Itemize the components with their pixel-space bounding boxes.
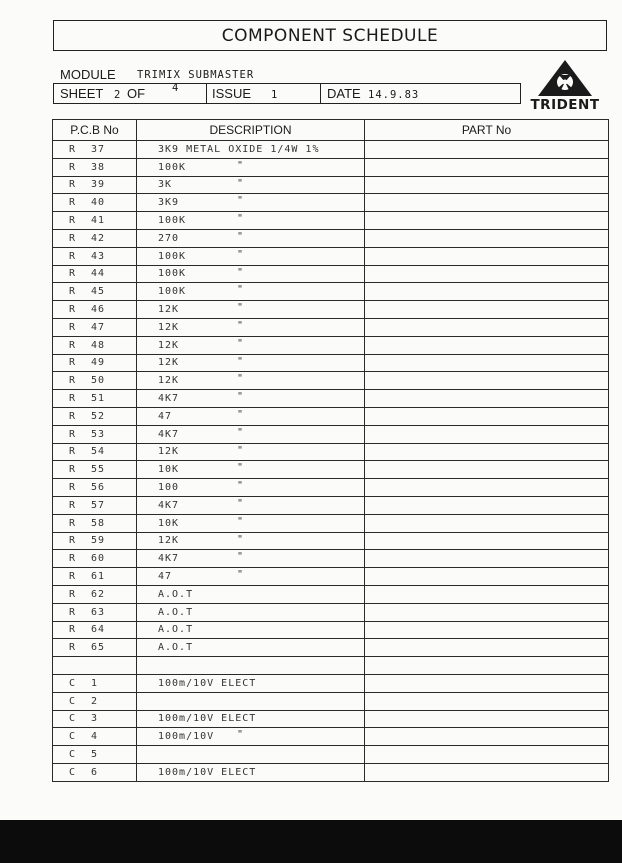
part-no-cell bbox=[365, 550, 609, 568]
component-type: R bbox=[69, 375, 77, 387]
description-cell bbox=[137, 318, 365, 336]
pcb-cell bbox=[53, 568, 137, 586]
component-number: 57 bbox=[91, 499, 106, 511]
component-number: 61 bbox=[91, 571, 106, 583]
part-no-cell bbox=[365, 603, 609, 621]
component-number: 44 bbox=[91, 268, 106, 280]
component-number: 46 bbox=[91, 304, 106, 316]
table-row bbox=[53, 247, 609, 265]
component-number: 51 bbox=[91, 393, 106, 405]
description-cell bbox=[137, 532, 365, 550]
part-no-cell bbox=[365, 746, 609, 764]
description-value: 47 bbox=[158, 571, 173, 583]
header-cell-border bbox=[53, 83, 54, 103]
ditto-mark: " bbox=[237, 391, 245, 403]
description-value: 100K bbox=[158, 286, 187, 298]
description-value: A.O.T bbox=[158, 588, 194, 600]
table-row bbox=[53, 318, 609, 336]
description-value: 3K9 bbox=[158, 197, 180, 209]
sheet-value: 2 bbox=[114, 89, 122, 101]
description-cell bbox=[137, 746, 365, 764]
pcb-cell bbox=[53, 229, 137, 247]
component-number: 4 bbox=[91, 731, 99, 743]
description-cell bbox=[137, 621, 365, 639]
component-number: 38 bbox=[91, 161, 106, 173]
description-value: 100m/10V ELECT bbox=[158, 677, 257, 689]
pcb-cell bbox=[53, 479, 137, 497]
ditto-mark: " bbox=[237, 284, 245, 296]
table-row bbox=[53, 603, 609, 621]
ditto-mark: " bbox=[237, 551, 245, 563]
component-type: R bbox=[69, 393, 77, 405]
description-value: 270 bbox=[158, 232, 180, 244]
ditto-mark: " bbox=[237, 426, 245, 438]
module-label: MODULE bbox=[60, 67, 116, 82]
component-number: 2 bbox=[91, 695, 99, 707]
header-cell-border bbox=[320, 83, 321, 103]
description-value: 4K7 bbox=[158, 499, 180, 511]
component-number: 59 bbox=[91, 535, 106, 547]
component-type: R bbox=[69, 624, 77, 636]
part-no-cell bbox=[365, 763, 609, 781]
part-no-cell bbox=[365, 265, 609, 283]
part-no-cell bbox=[365, 425, 609, 443]
pcb-cell bbox=[53, 496, 137, 514]
description-value: 47 bbox=[158, 410, 173, 422]
description-value: 4K7 bbox=[158, 428, 180, 440]
part-no-cell bbox=[365, 372, 609, 390]
part-no-cell bbox=[365, 176, 609, 194]
component-type: R bbox=[69, 588, 77, 600]
component-type: R bbox=[69, 642, 77, 654]
column-header-part-no: PART No bbox=[365, 120, 609, 141]
component-table bbox=[52, 119, 609, 782]
component-number: 47 bbox=[91, 321, 106, 333]
part-no-cell bbox=[365, 158, 609, 176]
pcb-cell bbox=[53, 692, 137, 710]
ditto-mark: " bbox=[237, 373, 245, 385]
part-no-cell bbox=[365, 212, 609, 230]
table-row bbox=[53, 728, 609, 746]
description-cell bbox=[137, 603, 365, 621]
description-value: 12K bbox=[158, 446, 180, 458]
component-type: C bbox=[69, 748, 77, 760]
description-cell bbox=[137, 158, 365, 176]
component-type: R bbox=[69, 464, 77, 476]
pcb-cell bbox=[53, 247, 137, 265]
ditto-mark: " bbox=[237, 213, 245, 225]
pcb-cell bbox=[53, 301, 137, 319]
description-value: 12K bbox=[158, 535, 180, 547]
component-type: R bbox=[69, 286, 77, 298]
ditto-mark: " bbox=[237, 533, 245, 545]
part-no-cell bbox=[365, 674, 609, 692]
component-type: R bbox=[69, 410, 77, 422]
issue-label: ISSUE bbox=[212, 86, 252, 101]
table-row bbox=[53, 532, 609, 550]
table-header-row bbox=[53, 120, 609, 141]
description-cell bbox=[137, 514, 365, 532]
table-row bbox=[53, 692, 609, 710]
pcb-cell bbox=[53, 390, 137, 408]
description-cell bbox=[137, 372, 365, 390]
part-no-cell bbox=[365, 461, 609, 479]
component-number: 3 bbox=[91, 713, 99, 725]
description-cell bbox=[137, 550, 365, 568]
ditto-mark: " bbox=[237, 319, 245, 331]
component-number: 58 bbox=[91, 517, 106, 529]
description-value: 100m/10V bbox=[158, 731, 215, 743]
description-cell bbox=[137, 336, 365, 354]
pcb-cell bbox=[53, 746, 137, 764]
description-cell bbox=[137, 496, 365, 514]
ditto-mark: " bbox=[237, 230, 245, 242]
description-cell bbox=[137, 443, 365, 461]
table-row bbox=[53, 514, 609, 532]
pcb-cell bbox=[53, 407, 137, 425]
component-type: C bbox=[69, 677, 77, 689]
description-value: 3K bbox=[158, 179, 173, 191]
table-row bbox=[53, 568, 609, 586]
description-value: 4K7 bbox=[158, 393, 180, 405]
description-cell bbox=[137, 585, 365, 603]
component-type: R bbox=[69, 143, 77, 155]
part-no-cell bbox=[365, 710, 609, 728]
component-number: 39 bbox=[91, 179, 106, 191]
ditto-mark: " bbox=[237, 497, 245, 509]
component-type: R bbox=[69, 339, 77, 351]
ditto-mark: " bbox=[237, 195, 245, 207]
description-cell bbox=[137, 390, 365, 408]
table-row bbox=[53, 158, 609, 176]
table-row bbox=[53, 461, 609, 479]
component-type: C bbox=[69, 731, 77, 743]
table-row bbox=[53, 229, 609, 247]
component-type: R bbox=[69, 553, 77, 565]
component-type: C bbox=[69, 713, 77, 725]
ditto-mark: " bbox=[237, 515, 245, 527]
description-cell bbox=[137, 265, 365, 283]
module-value: TRIMIX SUBMASTER bbox=[137, 69, 255, 81]
component-type: R bbox=[69, 250, 77, 262]
component-number: 41 bbox=[91, 215, 106, 227]
description-cell bbox=[137, 657, 365, 675]
table-row bbox=[53, 639, 609, 657]
component-number: 64 bbox=[91, 624, 106, 636]
part-no-cell bbox=[365, 639, 609, 657]
description-value: 4K7 bbox=[158, 553, 180, 565]
table-row bbox=[53, 372, 609, 390]
description-value: 100m/10V ELECT bbox=[158, 713, 257, 725]
component-number: 60 bbox=[91, 553, 106, 565]
component-type: R bbox=[69, 535, 77, 547]
table-row bbox=[53, 194, 609, 212]
component-number: 65 bbox=[91, 642, 106, 654]
description-value: 10K bbox=[158, 464, 180, 476]
part-no-cell bbox=[365, 621, 609, 639]
table-row bbox=[53, 390, 609, 408]
date-value: 14.9.83 bbox=[368, 89, 420, 101]
pcb-cell bbox=[53, 141, 137, 159]
part-no-cell bbox=[365, 443, 609, 461]
pcb-cell bbox=[53, 283, 137, 301]
part-no-cell bbox=[365, 336, 609, 354]
description-cell bbox=[137, 461, 365, 479]
part-no-cell bbox=[365, 657, 609, 675]
component-number: 43 bbox=[91, 250, 106, 262]
description-cell bbox=[137, 283, 365, 301]
table-row bbox=[53, 550, 609, 568]
part-no-cell bbox=[365, 585, 609, 603]
pcb-cell bbox=[53, 710, 137, 728]
pcb-cell bbox=[53, 514, 137, 532]
ditto-mark: " bbox=[237, 569, 245, 581]
component-type: R bbox=[69, 304, 77, 316]
table-row bbox=[53, 141, 609, 159]
pcb-cell bbox=[53, 158, 137, 176]
description-value: 10K bbox=[158, 517, 180, 529]
description-value: 12K bbox=[158, 339, 180, 351]
description-cell bbox=[137, 229, 365, 247]
ditto-mark: " bbox=[237, 729, 245, 741]
table-row bbox=[53, 496, 609, 514]
part-no-cell bbox=[365, 532, 609, 550]
component-number: 62 bbox=[91, 588, 106, 600]
part-no-cell bbox=[365, 390, 609, 408]
component-type: R bbox=[69, 232, 77, 244]
pcb-cell bbox=[53, 674, 137, 692]
component-number: 49 bbox=[91, 357, 106, 369]
component-number: 48 bbox=[91, 339, 106, 351]
of-value: 4 bbox=[172, 82, 180, 94]
header-divider bbox=[53, 103, 521, 104]
part-no-cell bbox=[365, 568, 609, 586]
description-value: 12K bbox=[158, 375, 180, 387]
description-cell bbox=[137, 763, 365, 781]
description-value: 100K bbox=[158, 268, 187, 280]
component-type: R bbox=[69, 161, 77, 173]
component-number: 54 bbox=[91, 446, 106, 458]
component-type: R bbox=[69, 446, 77, 458]
description-cell bbox=[137, 425, 365, 443]
column-header-description: DESCRIPTION bbox=[137, 120, 365, 141]
component-type: R bbox=[69, 499, 77, 511]
ditto-mark: " bbox=[237, 480, 245, 492]
table-row bbox=[53, 301, 609, 319]
component-type: R bbox=[69, 482, 77, 494]
table-row bbox=[53, 746, 609, 764]
description-cell bbox=[137, 674, 365, 692]
column-header-pcb: P.C.B No bbox=[53, 120, 137, 141]
pcb-cell bbox=[53, 212, 137, 230]
component-number: 55 bbox=[91, 464, 106, 476]
part-no-cell bbox=[365, 479, 609, 497]
pcb-cell bbox=[53, 336, 137, 354]
pcb-cell bbox=[53, 585, 137, 603]
description-cell bbox=[137, 354, 365, 372]
component-type: R bbox=[69, 357, 77, 369]
description-value: 12K bbox=[158, 304, 180, 316]
pcb-cell bbox=[53, 621, 137, 639]
part-no-cell bbox=[365, 407, 609, 425]
ditto-mark: " bbox=[237, 266, 245, 278]
table-row bbox=[53, 283, 609, 301]
pcb-cell bbox=[53, 318, 137, 336]
pcb-cell bbox=[53, 176, 137, 194]
component-type: R bbox=[69, 571, 77, 583]
header-cell-border bbox=[520, 83, 521, 103]
description-cell bbox=[137, 247, 365, 265]
part-no-cell bbox=[365, 354, 609, 372]
pcb-cell bbox=[53, 763, 137, 781]
ditto-mark: " bbox=[237, 337, 245, 349]
table-row bbox=[53, 212, 609, 230]
part-no-cell bbox=[365, 229, 609, 247]
pcb-cell bbox=[53, 194, 137, 212]
component-number: 40 bbox=[91, 197, 106, 209]
description-value: A.O.T bbox=[158, 624, 194, 636]
ditto-mark: " bbox=[237, 462, 245, 474]
table-row bbox=[53, 763, 609, 781]
component-number: 6 bbox=[91, 766, 99, 778]
component-number: 56 bbox=[91, 482, 106, 494]
table-row bbox=[53, 354, 609, 372]
pcb-cell bbox=[53, 372, 137, 390]
component-number: 50 bbox=[91, 375, 106, 387]
part-no-cell bbox=[365, 194, 609, 212]
component-type: C bbox=[69, 695, 77, 707]
part-no-cell bbox=[365, 283, 609, 301]
ditto-mark: " bbox=[237, 159, 245, 171]
table-row bbox=[53, 621, 609, 639]
description-cell bbox=[137, 568, 365, 586]
component-number: 52 bbox=[91, 410, 106, 422]
description-cell bbox=[137, 301, 365, 319]
header-divider bbox=[53, 83, 521, 84]
table-row bbox=[53, 265, 609, 283]
sheet-label: SHEET bbox=[60, 86, 104, 101]
component-number: 45 bbox=[91, 286, 106, 298]
part-no-cell bbox=[365, 692, 609, 710]
part-no-cell bbox=[365, 728, 609, 746]
table-row bbox=[53, 479, 609, 497]
component-type: R bbox=[69, 517, 77, 529]
date-label: DATE bbox=[327, 86, 361, 101]
component-number: 5 bbox=[91, 748, 99, 760]
component-type: R bbox=[69, 215, 77, 227]
description-value: 100K bbox=[158, 250, 187, 262]
logo-text: TRIDENT bbox=[530, 97, 600, 113]
description-value: 100K bbox=[158, 161, 187, 173]
description-cell bbox=[137, 407, 365, 425]
description-value: 100 bbox=[158, 482, 180, 494]
description-value: 100K bbox=[158, 215, 187, 227]
description-cell bbox=[137, 728, 365, 746]
ditto-mark: " bbox=[237, 355, 245, 367]
part-no-cell bbox=[365, 301, 609, 319]
table-row bbox=[53, 407, 609, 425]
part-no-cell bbox=[365, 514, 609, 532]
description-cell bbox=[137, 639, 365, 657]
table-row bbox=[53, 336, 609, 354]
component-type: C bbox=[69, 766, 77, 778]
description-value: 12K bbox=[158, 357, 180, 369]
header-cell-border bbox=[206, 83, 207, 103]
description-cell bbox=[137, 212, 365, 230]
ditto-mark: " bbox=[237, 248, 245, 260]
pcb-cell bbox=[53, 550, 137, 568]
component-number: 63 bbox=[91, 606, 106, 618]
component-number: 1 bbox=[91, 677, 99, 689]
description-cell bbox=[137, 194, 365, 212]
description-cell bbox=[137, 176, 365, 194]
ditto-mark: " bbox=[237, 408, 245, 420]
pcb-cell bbox=[53, 461, 137, 479]
pcb-cell bbox=[53, 639, 137, 657]
description-value: 12K bbox=[158, 321, 180, 333]
pcb-cell bbox=[53, 532, 137, 550]
description-value: A.O.T bbox=[158, 642, 194, 654]
part-no-cell bbox=[365, 496, 609, 514]
component-number: 42 bbox=[91, 232, 106, 244]
component-number: 37 bbox=[91, 143, 106, 155]
pcb-cell bbox=[53, 603, 137, 621]
table-row bbox=[53, 443, 609, 461]
table-row bbox=[53, 674, 609, 692]
pcb-cell bbox=[53, 425, 137, 443]
ditto-mark: " bbox=[237, 302, 245, 314]
part-no-cell bbox=[365, 247, 609, 265]
pcb-cell bbox=[53, 265, 137, 283]
table-row bbox=[53, 710, 609, 728]
part-no-cell bbox=[365, 318, 609, 336]
pcb-cell bbox=[53, 657, 137, 675]
document-title: COMPONENT SCHEDULE bbox=[53, 20, 607, 51]
component-type: R bbox=[69, 268, 77, 280]
table-row bbox=[53, 657, 609, 675]
ditto-mark: " bbox=[237, 177, 245, 189]
component-number: 53 bbox=[91, 428, 106, 440]
description-cell bbox=[137, 479, 365, 497]
description-value: 3K9 METAL OXIDE 1/4W 1% bbox=[158, 143, 320, 155]
scan-border bbox=[0, 820, 622, 863]
component-type: R bbox=[69, 321, 77, 333]
pcb-cell bbox=[53, 354, 137, 372]
of-label: OF bbox=[127, 86, 146, 101]
issue-value: 1 bbox=[271, 89, 279, 101]
description-cell bbox=[137, 141, 365, 159]
component-type: R bbox=[69, 428, 77, 440]
component-type: R bbox=[69, 197, 77, 209]
part-no-cell bbox=[365, 141, 609, 159]
table-row bbox=[53, 425, 609, 443]
component-type: R bbox=[69, 606, 77, 618]
description-cell bbox=[137, 692, 365, 710]
table-row bbox=[53, 176, 609, 194]
ditto-mark: " bbox=[237, 444, 245, 456]
pcb-cell bbox=[53, 443, 137, 461]
component-type: R bbox=[69, 179, 77, 191]
table-row bbox=[53, 585, 609, 603]
pcb-cell bbox=[53, 728, 137, 746]
description-value: A.O.T bbox=[158, 606, 194, 618]
description-cell bbox=[137, 710, 365, 728]
description-value: 100m/10V ELECT bbox=[158, 766, 257, 778]
